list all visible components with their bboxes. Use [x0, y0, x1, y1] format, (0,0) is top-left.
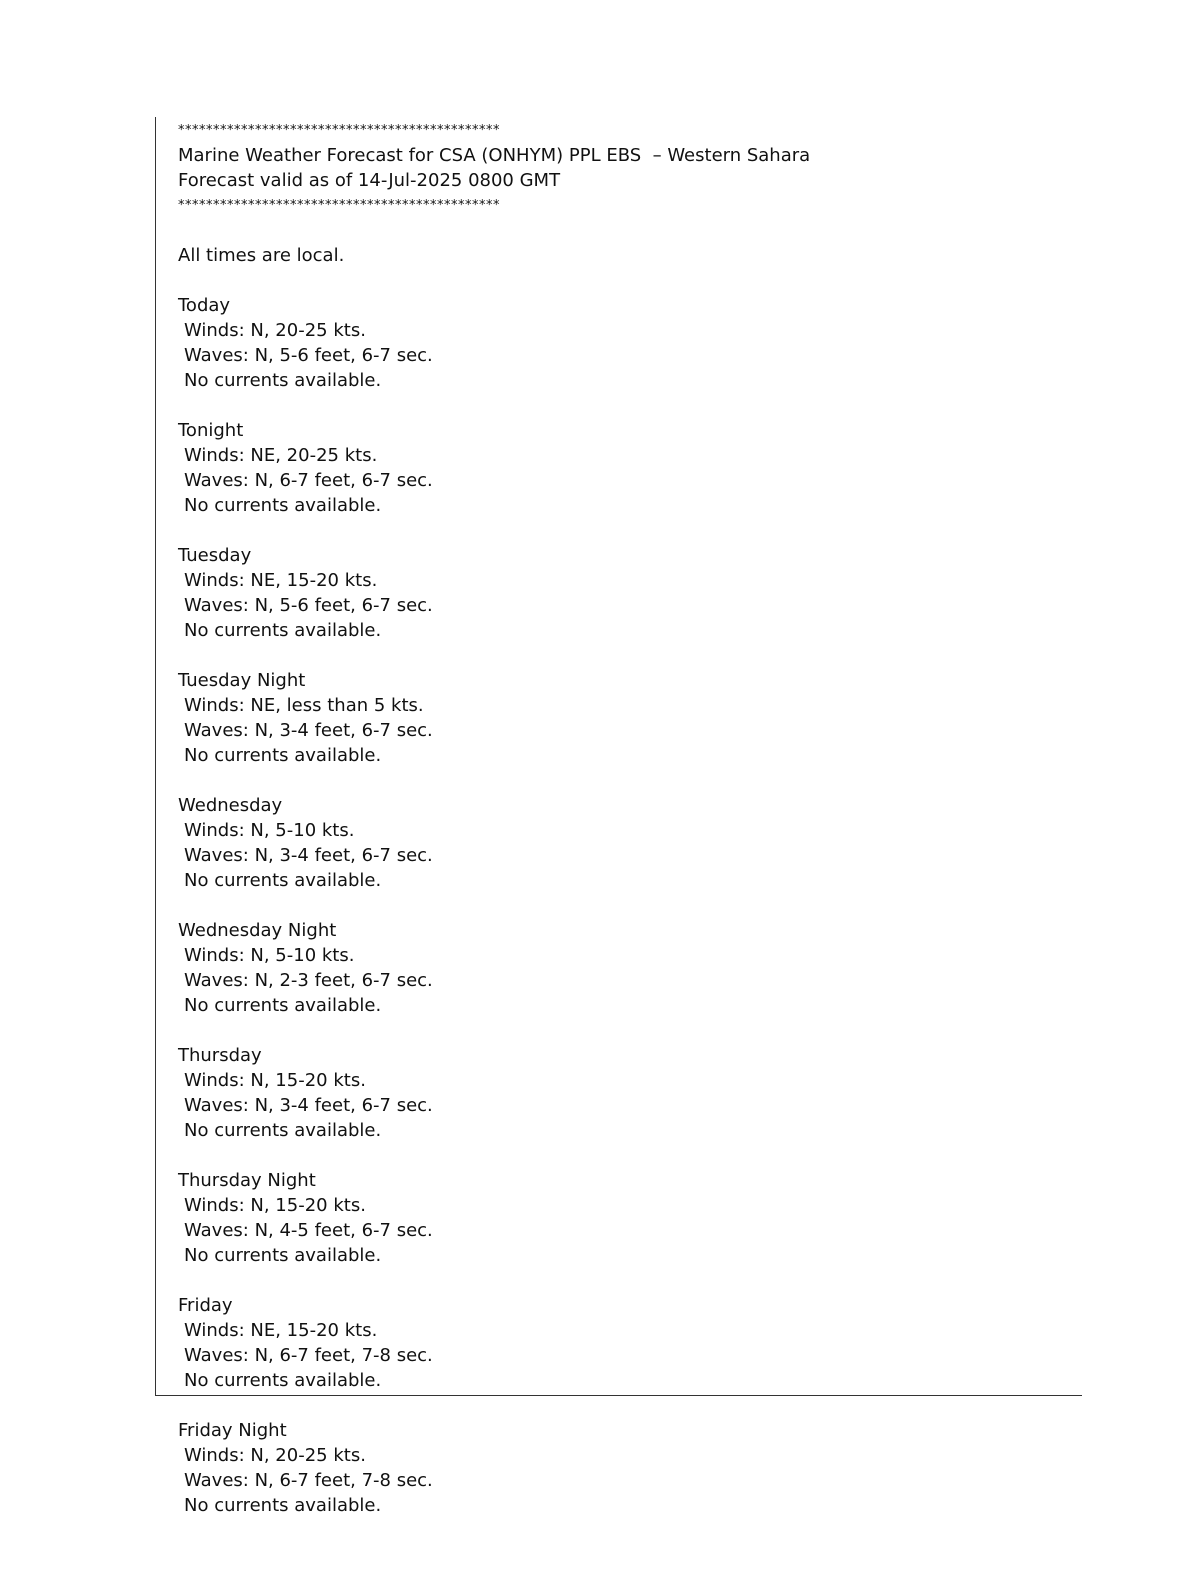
spacer [178, 218, 1058, 243]
forecast-title: Marine Weather Forecast for CSA (ONHYM) PPL EBS – Western Sahara [178, 145, 811, 166]
currents-line: No currents available. [184, 370, 382, 391]
winds-line: Winds: NE, 20-25 kts. [184, 445, 378, 466]
period-wednesday [178, 793, 1058, 918]
forecast-valid-time: Forecast valid as of 14-Jul-2025 0800 GMT [178, 170, 561, 191]
waves-line: Waves: N, 3-4 feet, 6-7 sec. [184, 1095, 433, 1116]
currents-line: No currents available. [184, 745, 382, 766]
period-name: Thursday [178, 1045, 262, 1066]
period-tuesday-night [178, 668, 1058, 793]
period-name: Friday [178, 1295, 233, 1316]
winds-line: Winds: NE, 15-20 kts. [184, 1320, 378, 1341]
waves-line: Waves: N, 3-4 feet, 6-7 sec. [184, 845, 433, 866]
period-name: Wednesday [178, 795, 283, 816]
winds-line: Winds: N, 20-25 kts. [184, 1445, 366, 1466]
period-friday [178, 1293, 1058, 1418]
period-name: Friday Night [178, 1420, 287, 1441]
period-tuesday [178, 543, 1058, 668]
period-name: Today [178, 295, 231, 316]
waves-line: Waves: N, 3-4 feet, 6-7 sec. [184, 720, 433, 741]
spacer [178, 1143, 1058, 1168]
forecast-document [178, 118, 1058, 1518]
spacer [178, 1018, 1058, 1043]
winds-line: Winds: N, 5-10 kts. [184, 945, 355, 966]
spacer [178, 268, 1058, 293]
spacer [178, 643, 1058, 668]
waves-line: Waves: N, 6-7 feet, 6-7 sec. [184, 470, 433, 491]
header-stars-bottom: ********************************************** [178, 198, 500, 213]
period-name: Tuesday Night [178, 670, 306, 691]
winds-line: Winds: N, 15-20 kts. [184, 1195, 366, 1216]
header-stars-top: ********************************************** [178, 123, 500, 138]
spacer [178, 893, 1058, 918]
waves-line: Waves: N, 6-7 feet, 7-8 sec. [184, 1470, 433, 1491]
period-thursday [178, 1043, 1058, 1168]
waves-line: Waves: N, 5-6 feet, 6-7 sec. [184, 595, 433, 616]
spacer [178, 768, 1058, 793]
currents-line: No currents available. [184, 1370, 382, 1391]
spacer [178, 393, 1058, 418]
winds-line: Winds: N, 20-25 kts. [184, 320, 366, 341]
period-thursday-night [178, 1168, 1058, 1293]
winds-line: Winds: NE, less than 5 kts. [184, 695, 424, 716]
currents-line: No currents available. [184, 1495, 382, 1516]
currents-line: No currents available. [184, 495, 382, 516]
currents-line: No currents available. [184, 1245, 382, 1266]
frame-left-border [155, 117, 156, 1396]
waves-line: Waves: N, 6-7 feet, 7-8 sec. [184, 1345, 433, 1366]
currents-line: No currents available. [184, 995, 382, 1016]
period-today [178, 293, 1058, 418]
spacer [178, 1268, 1058, 1293]
period-tonight [178, 418, 1058, 543]
period-friday-night [178, 1418, 1058, 1518]
waves-line: Waves: N, 5-6 feet, 6-7 sec. [184, 345, 433, 366]
period-wednesday-night [178, 918, 1058, 1043]
spacer [178, 518, 1058, 543]
period-name: Tuesday [178, 545, 252, 566]
spacer [178, 1393, 1058, 1418]
period-name: Wednesday Night [178, 920, 337, 941]
times-note: All times are local. [178, 245, 345, 266]
currents-line: No currents available. [184, 870, 382, 891]
currents-line: No currents available. [184, 620, 382, 641]
currents-line: No currents available. [184, 1120, 382, 1141]
period-name: Thursday Night [178, 1170, 316, 1191]
period-name: Tonight [178, 420, 244, 441]
waves-line: Waves: N, 2-3 feet, 6-7 sec. [184, 970, 433, 991]
winds-line: Winds: N, 5-10 kts. [184, 820, 355, 841]
waves-line: Waves: N, 4-5 feet, 6-7 sec. [184, 1220, 433, 1241]
winds-line: Winds: NE, 15-20 kts. [184, 570, 378, 591]
winds-line: Winds: N, 15-20 kts. [184, 1070, 366, 1091]
